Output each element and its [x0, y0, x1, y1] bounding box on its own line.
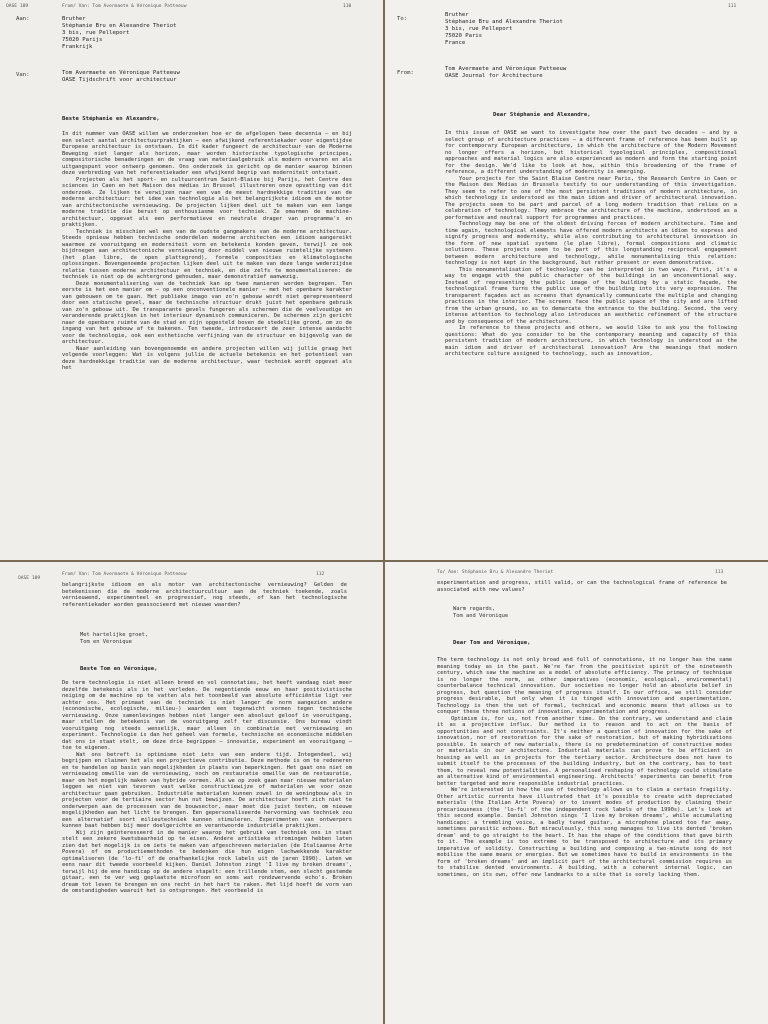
address-line: Frankrijk: [62, 44, 93, 50]
letter-body: [62, 680, 352, 1020]
paragraph: experimentation and progress, still valid, or can the technological frame of reference be associated with new values?: [437, 580, 727, 593]
address-line: OASE Journal for Architecture: [445, 73, 543, 79]
closing-line: Tom en Véronique: [80, 639, 132, 645]
paragraph: Wij zijn geïnteresseerd in de manier waarop het gebruik van techniek ons in staat stelt een zekere kwetsbaarheid op te eisen. Andere artistieke stromingen hebben laten zien dat het mogelijk is om iets te maken van afgeschreven materialen (de Italiaanse Arte Povera) of om productiemethoden te bedenken die hun eigen lachwekkende karakter optimaliseren (de 'lo-fi' of de onafhankelijke rock labels uit de jaren 1990). Laten we eens naar dit tweede voorbeeld kijken. Daniel Johnston zingt 'I live my broken dreams', terwijl hij de ene handicap op de andere stapelt: een trillende stem, een slecht gestemde gitaar, een te ver weg geplaatste microfoon en soms wat rondzwervende echo's. Broken dream tot leven te brengen en ons recht in het hart te raken. Het lijd hoeft de vorm van de omstandigheden waaruit het is ontsprongen. Het voorbeeld is: [62, 829, 352, 894]
page-number: 112: [316, 572, 325, 577]
letter-continuation: [437, 580, 727, 602]
address-line: Stéphanie Bru en Alexandre Theriot: [62, 23, 177, 29]
page-113: [385, 562, 768, 1024]
from-label: From:: [397, 70, 414, 76]
paragraph: Your projects for the Saint Blaise Centre near Paris, the Research Centre in Caen or the Maison des Médias in Brussels testify to our understanding of this investigation. They seem to refer to one of the most persistent traditions of modern architecture, in which technology is understood as the main idiom and driver of architectural innovation. The projects seem to be part and parcel of a long modern tradition that relies on a celebration of technology. They embrace the architecture of the machine, understood as a performative and neutral support for programmes and practices.: [445, 175, 737, 221]
address-line: Stéphanie Bru and Alexandre Theriot: [445, 19, 563, 25]
paragraph: Techniek is misschien wel een van de oudste gangmakers van de moderne architectuur. Steeds opnieuw hebben technische onderdelen moderne architecten een idioom aangereikt waarmee ze vooruitgang en moderniteit vorm en betekenis konden geven, terwijl ze ook bijdroegen aan architectonische vernieuwing door middel van nieuwe ruimtelijke systemen (het plan libre, de open plattegrond), formele composities en klimatologische oplossingen. Bovengenoemde projecten lijken deel uit te maken van deze lange wederzijdse relatie tussen moderne architectuur en techniek, en die zelfs te monumentaliseren: de techniek is niet op de achtergrond gehouden, maar demonstratief aanwezig.: [62, 228, 352, 280]
to-address: [445, 12, 563, 47]
address-line: 75020 Parijs: [62, 37, 103, 43]
address-line: Bruther: [62, 16, 86, 22]
paragraph: Naar aanleiding van bovengenoemde en andere projecten willen wij jullie graag het volgende voorleggen: Wat is volgens jullie de actuele betekenis en het potentieel van deze hardnekkige traditie van de moderne architectuur, waar techniek wordt opgevat als het: [62, 345, 352, 371]
page-number: 113: [715, 570, 724, 575]
paragraph: This monumentalisation of technology can be interpreted in two ways. First, it's a way to engage with the public character of the buildings in an unconventional way. Instead of representing the public image of the building by a static façade, the technological frame turns the public use of the building into its very expression. The transparent façades act as screens that dynamically communicate the multiple and changing practices in the interior. The screens face the public space of the city and are lifted from the urban ground, so as to demarcate the entrance to the building. Second, the very intense attention to technology also introduces an aesthetic refinement of the structure and by consequence of the architecture.: [445, 266, 737, 325]
to-label: To:: [397, 16, 408, 22]
address-line: 75020 Paris: [445, 33, 483, 39]
page-number: 110: [343, 4, 352, 9]
paragraph: Deze monumentalisering van de techniek kan op twee manieren worden begrepen. Ten eerste is het een manier om – op een onconventionele manier – met het openbare karakter van gebouwen om te gaan. Het publieke imago van zo'n gebouw wordt niet gerepresenteerd door een statische gevel, maar de technische structuur drukt juist het openbare gebruik van zo'n gebouw uit. De transparante gevels fungeren als schermen die de veelvoudige en veranderende praktijken in het interieur dynamisch communiceren. De schermen zijn gericht naar de openbare ruimte van de stad en zijn opgesteld boven de stedelijke grond, om zo de ingang van het gebouw af te bakenen. Ten tweede, introduceert de zeer intense aandacht voor de technologie, ook een esthetische verfijning van de structuur en bijgevolg van de architectuur.: [62, 280, 352, 345]
closing: [80, 632, 148, 646]
address-line: Bruther: [445, 12, 469, 18]
address-line: France: [445, 40, 466, 46]
closing-line: Tom and Véronique: [453, 613, 509, 619]
paragraph: We're interested in how the use of technology allows us to claim a certain fragility. Other artistic currents have illustrated that it's possible to create with depreciated materials (the Italian Arte Povera) or to invent modes of production by claiming their precariousness (the 'lo-fi' of the independent rock labels of the 1990s). Let's look at this second example. Daniel Johnston sings 'I live my broken dreams', while accumulating handicaps: a trembling voice, a badly tuned guitar, a microphone placed too far away, sometimes parasitic echoes. But miraculously, this song manages to live its dented 'broken dream' and to go straight to the heart. It has the shape of the conditions that gave birth to it. The example is too extreme to be transposed to architecture and its primary imperative of solidity. Constructing a building and composing a two-minute song do not mobilise the same means or energies. But we sometimes have to build in environments in the form of 'broken dreams' and an implicit part of the architectural commission requires us to stabilise dented environments. A building, with a coherent internal logic, can sometimes, on its own, offer new landmarks to a site that is sorely lacking them.: [437, 787, 732, 878]
header-from: From/ Van: Tom Avermaete & Véronique Patteeuw: [62, 4, 187, 9]
header-to: To/ Aan: Stéphanie Bru & Alexandre Theriot: [437, 570, 554, 575]
letter-continuation: [62, 582, 347, 622]
paragraph: Projecten als het sport- en cultuurcentrum Saint-Blaise bij Parijs, het Centre des sciences in Caen en het Maison des médias in Brussel illustreren onze opvatting van dit onderzoek. Ze lijken te verwijzen naar een van de meest hardnekkige tradities van de moderne architectuur: het idee van technologie als het belangrijkste idioom en de motor van architectonische vernieuwing. De projecten lijken deel uit te maken van een lange moderne traditie die berust op enthousiasme voor techniek. Ze omarmen de machine-architectuur, opgevat als een performatieve en neutrale drager van programma's en praktijken.: [62, 176, 352, 228]
closing: [453, 606, 508, 620]
address-line: 3 bis, rue Pelleport: [445, 26, 513, 32]
paragraph: Optimism is, for us, not from another time. On the contrary, we understand and claim it as a projective influx. Our method is to reason and to act on the basis of opportunities and not constraints. It's neither a question of innovation for the sake of innovation, nor of restoration for the sake of restoration, but of making hybridisations possible. In search of new materials, there is no predetermination of constructive modes or materials in our architecture. Industrial materials can prove to be efficient in housing as well as in projects for the tertiary sector. Architecture does not have to submit itself to the processes of the building industry, but on the contrary, has to test them, to reveal new potentialities. A personalised reshaping of technology could stimulate an alternative kind of environmental engineering. Architects' experiments can benefit from better targeted and more responsible industrial practices.: [437, 715, 732, 787]
salutation: Beste Stéphanie en Alexandre,: [62, 116, 160, 122]
salutation: Beste Tom en Véronique,: [80, 666, 158, 672]
page-110: [0, 0, 383, 560]
journal-issue: OASE 109: [6, 4, 29, 9]
to-label: Aan:: [16, 16, 30, 22]
from-address: [445, 66, 566, 80]
paragraph: belangrijkste idioom en als motor van architectonische vernieuwing? Gelden de betekenissen die de moderne architectuurcultuur aan de techniek toekende, zoals vernieuwend, experimenteel en progressief, nog steeds, of kan het technologische referentiekader worden geassocieerd met nieuwe waarden?: [62, 582, 347, 608]
paragraph: In reference to these projects and others, we would like to ask you the following questions: What do you consider to be the contemporary meaning and capacity of this persistent tradition of modern architecture, in which technology is understood as the main idiom and driver of architectural innovation? Are the meanings that modern architecture culture assigned to technology, such as innovation,: [445, 325, 737, 357]
letter-body: [437, 657, 732, 1021]
journal-issue: OASE 109: [18, 576, 41, 581]
address-line: Tom Avermaete en Véronique Patteeuw: [62, 70, 180, 76]
address-line: 3 bis, rue Pelleport: [62, 30, 130, 36]
from-label: Van:: [16, 72, 30, 78]
page-111: [385, 0, 768, 560]
paragraph: Technology may be one of the oldest driving forces of modern architecture. Time and time again, technological elements have offered modern architects an idiom to express and signify progress and modernity, while also contributing to architectural innovation in the form of new spatial systems (le plan libre), formal compositions and climatic solutions. These projects seem to be part of this longstanding reciprocal engagement between modern architecture and technology, while monumentalising this relation: technology is not kept in the background, but rather present or even demonstrative.: [445, 221, 737, 266]
from-address: [62, 70, 180, 84]
page-number: 111: [728, 4, 737, 9]
address-line: OASE Tijdschrift voor architectuur: [62, 77, 177, 83]
letter-body: [445, 130, 737, 556]
paragraph: In this issue of OASE we want to investigate how over the past two decades – and by a select group of architecture practices – a different frame of reference has been built up for contemporary European architecture, in which the architecture of the Modern Movement no longer offers a horizon, but historical typological principles, compositional approaches and material logics are also experienced as modern and form the starting point for the design. We'd like to look at how, within this broadening of the frame of reference, a different understanding of modernity is emerging.: [445, 130, 737, 175]
to-address: [62, 16, 177, 51]
paragraph: The term technology is not only broad and full of connotations, it no longer has the same meaning today as in the past. We're far from the positivist spirit of the nineteenth century, which saw the machine as a model of absolute efficiency. The primacy of technique is no longer the norm, as other imperatives (economic, ecological, environmental) counterbalance technical innovation. Our societies no longer hold an absolute belief in progress, but question the meaning of progress itself. In our office, we still consider progress desirable, but only when it is tinged with innovation and experimentation. Technology is then the set of formal, technical and economic means that allows us to conquer these three notions of innovation, experimentation and progress.: [437, 657, 732, 715]
page-112: [0, 562, 383, 1024]
address-line: Tom Avermaete and Véronique Patteeuw: [445, 66, 567, 72]
paragraph: Wat ons betreft is optimisme niet iets van een andere tijd. Integendeel, wij begrijpen en claimen het als een projectieve contributie. Deze methode is om te redeneren en te handelen op basis van mogelijkheden in plaats van beperkingen. Het gaat ons niet om vernieuwing omwille van de vernieuwing, noch om restauratie omwille van de restauratie, maar om het mogelijk maken van hybride vormen. Als we op zoek gaan naar nieuwe materialen leggen we niet van tevoren vast welke constructiewijze of materialen we voor onze architectuur gaan gebruiken. Industriële materialen kunnen zowel in de woningbouw als in projecten voor de tertiaire sector hun nut bewijzen. De architectuur hoeft zich niet te onderwerpen aan de processen van de bouwsector, maar moet die juist testen, om nieuwe mogelijkheden aan het licht te brengen. Een gepersonaliseerde hervorming van techniek zou een alternatief soort milieutechniek kunnen stimuleren. Experimenten van ontwerpers kunnen baat hebben bij meer doelgerichte en verantwoorde industriële praktijken.: [62, 751, 352, 829]
salutation: Dear Tom and Véronique,: [453, 640, 531, 646]
salutation: Dear Stéphanie and Alexandre,: [493, 112, 591, 118]
letter-body: [62, 131, 352, 556]
paragraph: De term technologie is niet alleen breed en vol connotaties, het heeft vandaag niet meer dezelfde betekenis als in het verleden. De negentiende eeuw en haar positivistische neiging om de machine op te vatten als het toonbeeld van absolute efficiëntie ligt ver achter ons. Het primaat van de techniek is niet langer de norm aangezien andere (economische, ecologische, milieu-) waarden een tegenwicht vormen tegen technische vernieuwing. Onze samenlevingen hebben niet langer een absoluut geloof in vooruitgang, maar stellen de betekenis van de vooruitgang zelf ter discussie. Ons bureau vindt vooruitgang nog steeds wenselijk, maar alleen in combinatie met vernieuwing en experiment. Technologie is dan het geheel van formele, technische en economische middelen dat ons in staat stelt, om deze drie begrippen – innovatie, experiment en vooruitgang – toe te eigenen.: [62, 680, 352, 751]
header-from: From/ Van: Tom Avermaete & Véronique Patteeuw: [62, 572, 187, 577]
closing-line: Warm regards,: [453, 606, 496, 612]
closing-line: Met hartelijke groet,: [80, 632, 149, 638]
paragraph: In dit nummer van OASE willen we onderzoeken hoe er de afgelopen twee decennia – en bij een select aantal architectuurpraktijken – een afwijkend referentiekader voor eigentijdse Europese architectuur is ontstaan. In dit kader fungeert de architectuur van de Moderne Beweging niet langer als horizon, maar worden historische typologische principes, compositorische benaderingen en de vraag van materiaalgebruik als modern ervaren en als uitgangspunt voor ontwerp genomen. Ons onderzoek is gericht op de manier waarop binnen deze verbreding van het referentiekader een afwijkend begrip van moderniteit ontstaat.: [62, 131, 352, 176]
